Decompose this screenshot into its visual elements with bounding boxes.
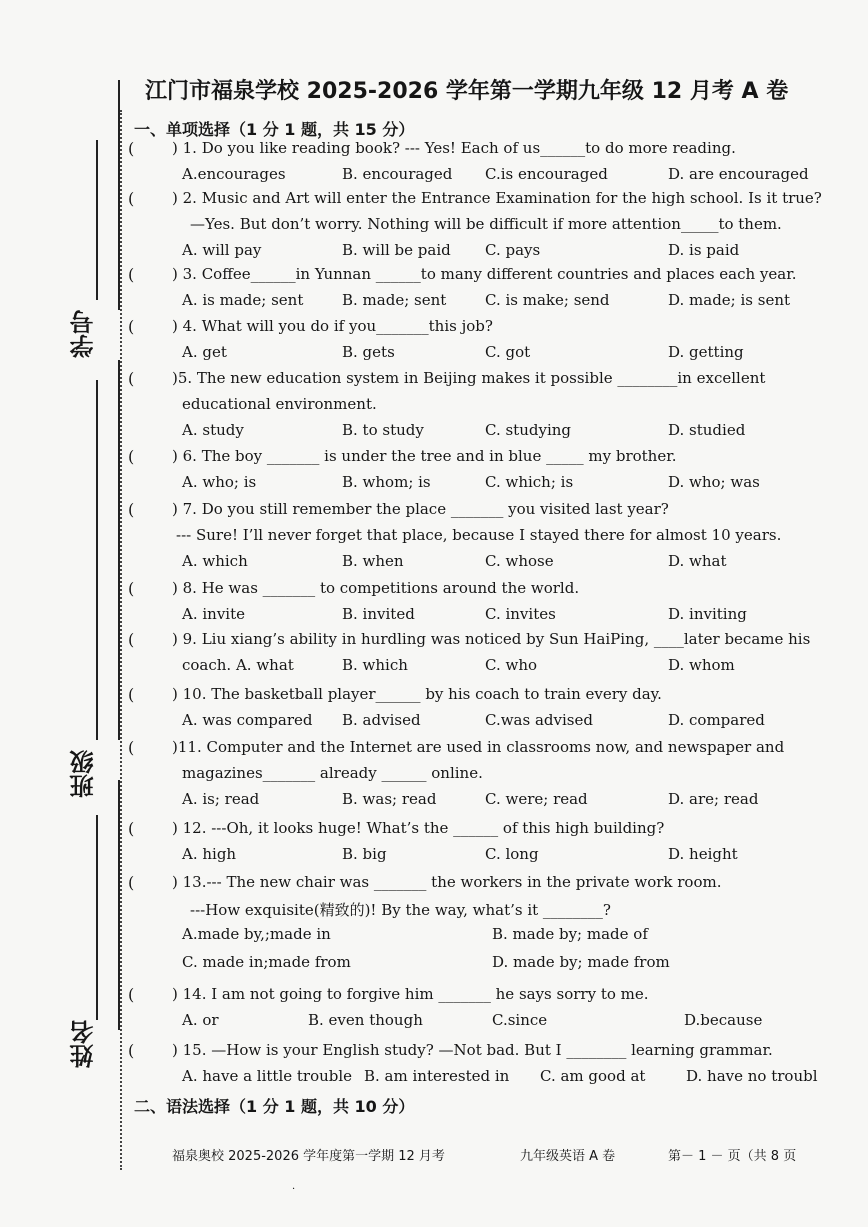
stray-dot: · (292, 1184, 296, 1195)
option-text: C. which; is (485, 473, 574, 491)
option-text: B. gets (342, 343, 395, 361)
option-text: C. were; read (485, 790, 588, 808)
question-text: ) 14. I am not going to forgive him _______ he says sorry to me. (172, 985, 649, 1003)
name-label: 姓名 (69, 1020, 98, 1068)
option-text: B. when (342, 552, 404, 570)
student-number-field[interactable] (66, 140, 100, 600)
question-text: )11. Computer and the Internet are used in classrooms now, and newspaper and (172, 738, 785, 756)
option-text: A. high (182, 845, 237, 863)
answer-blank[interactable]: ( (128, 630, 135, 649)
option-text: C. got (485, 343, 531, 361)
option-text: D. who; was (668, 473, 760, 491)
answer-blank[interactable]: ( (128, 738, 135, 757)
question-text: ---How exquisite(精致的)! By the way, what’s it ________? (190, 901, 611, 919)
question-text: ) 9. Liu xiang’s ability in hurdling was noticed by Sun HaiPing, ____later became his (172, 630, 811, 648)
option-text: D. made by; made from (492, 953, 670, 971)
question-text: ) 8. He was _______ to competitions around the world. (172, 579, 580, 597)
option-text: D. is paid (668, 241, 740, 259)
option-text: D. getting (668, 343, 744, 361)
answer-blank[interactable]: ( (128, 579, 135, 598)
answer-blank[interactable]: ( (128, 369, 135, 388)
option-text: C. is make; send (485, 291, 610, 309)
question-text: ) 10. The basketball player______ by his coach to train every day. (172, 685, 662, 703)
option-text: B. whom; is (342, 473, 431, 491)
option-text: B. am interested in (364, 1067, 510, 1085)
student-number-label: 学号 (69, 310, 98, 358)
option-text: B. invited (342, 605, 415, 623)
option-text: C. pays (485, 241, 541, 259)
class-label: 班级 (69, 750, 98, 798)
option-text: B. encouraged (342, 165, 453, 183)
answer-blank[interactable]: ( (128, 317, 135, 336)
option-text: D. height (668, 845, 738, 863)
option-text: D. studied (668, 421, 746, 439)
section-heading-multiple-choice: 一、单项选择（1 分 1 题，共 15 分） (134, 120, 415, 139)
option-text: A. was compared (182, 711, 313, 729)
option-text: B. big (342, 845, 387, 863)
option-text: C. long (485, 845, 539, 863)
class-line (96, 815, 98, 1020)
option-text: A. get (182, 343, 227, 361)
option-text: D. what (668, 552, 727, 570)
option-text: A.made by,;made in (182, 925, 331, 943)
option-text: A. or (182, 1011, 219, 1029)
section-heading-grammar: 二、语法选择（1 分 1 题，共 10 分） (134, 1097, 415, 1116)
option-text: B. was; read (342, 790, 437, 808)
option-text: A. is; read (182, 790, 260, 808)
option-text: B. made; sent (342, 291, 447, 309)
question-text: ) 4. What will you do if you_______this job? (172, 317, 493, 335)
option-text: C.is encouraged (485, 165, 608, 183)
student-number-line (96, 140, 98, 300)
question-text: ) 7. Do you still remember the place _______ you visited last year? (172, 500, 669, 518)
option-text: C. am good at (540, 1067, 646, 1085)
option-text: A. invite (182, 605, 246, 623)
option-text: B. made by; made of (492, 925, 648, 943)
answer-blank[interactable]: ( (128, 819, 135, 838)
question-text: )5. The new education system in Beijing makes it possible ________in excellent (172, 369, 766, 387)
question-text: ) 13.--- The new chair was _______ the workers in the private work room. (172, 873, 722, 891)
option-text: D. made; is sent (668, 291, 791, 309)
answer-blank[interactable]: ( (128, 189, 135, 208)
question-text: ) 12. ---Oh, it looks huge! What’s the ______ of this high building? (172, 819, 665, 837)
option-text: A.encourages (182, 165, 286, 183)
footer-school: 福泉奥校 2025-2026 学年度第一学期 12 月考 (172, 1149, 445, 1164)
question-text: --- Sure! I’ll never forget that place, because I stayed there for almost 10 years. (176, 526, 782, 544)
option-text: C. invites (485, 605, 556, 623)
answer-blank[interactable]: ( (128, 685, 135, 704)
question-text: educational environment. (182, 395, 377, 413)
option-text: A. have a little trouble (182, 1067, 353, 1085)
option-text: B. even though (308, 1011, 423, 1029)
binding-margin (0, 0, 130, 1227)
answer-blank[interactable]: ( (128, 1041, 135, 1060)
option-text: A. which (182, 552, 248, 570)
question-text: ) 2. Music and Art will enter the Entrance Examination for the high school. Is it true? (172, 189, 822, 207)
option-text: B. which (342, 656, 408, 674)
option-text: D. compared (668, 711, 765, 729)
answer-blank[interactable]: ( (128, 873, 135, 892)
class-line (96, 600, 98, 740)
question-text: —Yes. But don’t worry. Nothing will be difficult if more attention_____to them. (190, 215, 782, 233)
option-text: D. whom (668, 656, 735, 674)
option-text: D. are encouraged (668, 165, 809, 183)
answer-blank[interactable]: ( (128, 985, 135, 1004)
binding-dotted-line (120, 110, 122, 1170)
option-text: A. is made; sent (182, 291, 304, 309)
option-text: B. advised (342, 711, 421, 729)
option-text: D. are; read (668, 790, 759, 808)
option-text: C. whose (485, 552, 554, 570)
answer-blank[interactable]: ( (128, 265, 135, 284)
option-text: D.because (684, 1011, 763, 1029)
option-text: C.was advised (485, 711, 593, 729)
footer-page-number: 第－ 1 － 页（共 8 页 (668, 1149, 797, 1164)
question-text: ) 6. The boy _______ is under the tree and in blue _____ my brother. (172, 447, 677, 465)
question-text: ) 1. Do you like reading book? --- Yes! Each of us______to do more reading. (172, 139, 736, 157)
option-text: C. made in;made from (182, 953, 351, 971)
question-text: magazines_______ already ______ online. (182, 764, 483, 782)
answer-blank[interactable]: ( (128, 500, 135, 519)
name-field[interactable] (66, 1020, 100, 1080)
footer-subject: 九年级英语 A 卷 (520, 1149, 616, 1164)
class-field[interactable] (66, 600, 100, 1020)
option-text: D. have no troubl (686, 1067, 818, 1085)
option-text: D. inviting (668, 605, 747, 623)
option-text: C. studying (485, 421, 572, 439)
option-text: C.since (492, 1011, 548, 1029)
option-text: A. who; is (182, 473, 257, 491)
option-text: A. will pay (182, 241, 262, 259)
option-text: B. will be paid (342, 241, 451, 259)
option-text: C. who (485, 656, 538, 674)
answer-blank[interactable]: ( (128, 447, 135, 466)
exam-title: 江门市福泉学校 2025-2026 学年第一学期九年级 12 月考 A 卷 (145, 79, 789, 104)
option-text: coach. A. what (182, 656, 294, 674)
question-text: ) 15. —How is your English study? —Not bad. But I ________ learning grammar. (172, 1041, 773, 1059)
student-number-line (96, 380, 98, 600)
answer-blank[interactable]: ( (128, 139, 135, 158)
question-text: ) 3. Coffee______in Yunnan ______to many different countries and places each year. (172, 265, 797, 283)
option-text: A. study (182, 421, 244, 439)
option-text: B. to study (342, 421, 424, 439)
